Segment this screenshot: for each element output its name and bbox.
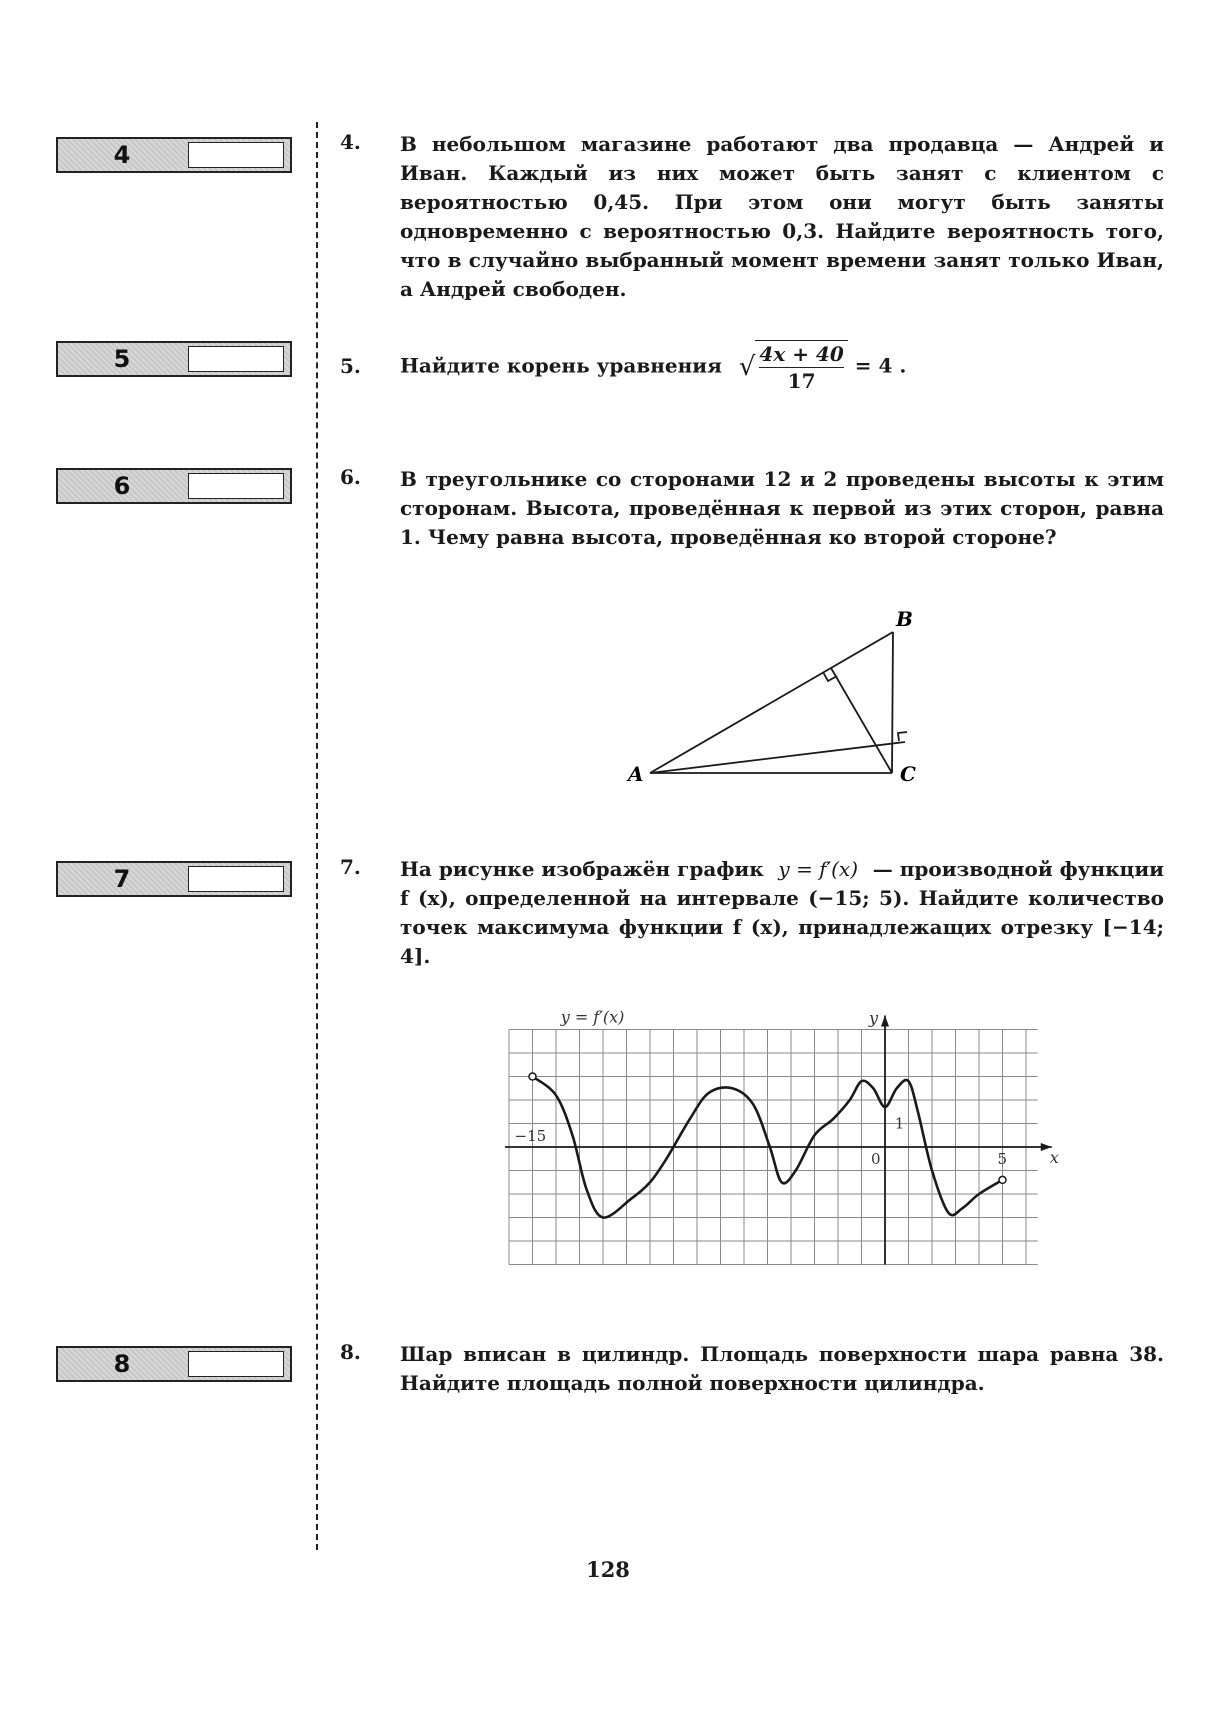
answer-field-6[interactable] [188, 473, 284, 499]
answer-box-6 [56, 468, 292, 504]
y-tick-label-one: 1 [894, 1114, 905, 1133]
answer-box-number: 6 [113, 472, 131, 500]
y-axis-label: y [869, 1008, 879, 1028]
answer-field-7[interactable] [188, 866, 284, 892]
page-number: 128 [586, 1557, 630, 1582]
task-text-8: Шар вписан в цилиндр. Площадь поверхности шара равна 38. Найдите площадь полной поверхности цилиндра. [400, 1342, 1164, 1395]
altitude-from-a-2 [650, 742, 905, 773]
side-ab [650, 632, 893, 773]
answer-field-4[interactable] [188, 142, 284, 168]
task-text-5 [400, 340, 906, 394]
radicand [755, 340, 847, 394]
task-text-7 [400, 855, 1164, 971]
answer-box-8 [56, 1346, 292, 1382]
sqrt-sign: √ [738, 351, 756, 382]
task-text-4: В небольшом магазине работают два продавца — Андрей и Иван. Каждый из них может быть занят с клиентом с вероятностью 0,45. При этом они могут быть заняты одновременно с вероятностью 0,3. Найдите вероятность того, что в случайно выбранный момент времени занят только Иван, а Андрей свободен. [400, 132, 1164, 301]
answer-box-number: 4 [113, 141, 131, 169]
denominator: 17 [787, 369, 816, 393]
answer-field-5[interactable] [188, 346, 284, 372]
answer-box-number: 8 [113, 1350, 131, 1378]
curve-endpoint-left [529, 1073, 536, 1080]
derivative-chart [500, 990, 1060, 1280]
task-7-text-2: — производной функции [872, 857, 1164, 881]
curve-endpoint-right [999, 1176, 1006, 1183]
task-number-7: 7. [340, 855, 361, 879]
task-7-text-1: На рисунке изображён график [400, 857, 764, 881]
fraction [759, 341, 843, 394]
cut-line [316, 122, 318, 1550]
task-number-6: 6. [340, 465, 361, 489]
label-c: C [900, 762, 916, 786]
altitude-from-c [831, 668, 892, 773]
task-5-lead: Найдите корень уравнения [400, 353, 722, 378]
x-tick-label-left: −15 [514, 1127, 547, 1145]
task-7-line-1 [400, 855, 1164, 884]
answer-box-4 [56, 137, 292, 173]
task-number-5: 5. [340, 354, 361, 378]
task-number-8: 8. [340, 1340, 361, 1364]
side-bc [892, 632, 893, 773]
task-number-4: 4. [340, 130, 361, 154]
answer-box-number: 7 [113, 865, 131, 893]
origin-label: 0 [871, 1150, 881, 1168]
x-axis-label: x [1049, 1148, 1059, 1167]
label-b: B [896, 607, 913, 631]
chart-title: y = f′(x) [560, 1007, 625, 1027]
x-tick-label-right: 5 [997, 1150, 1008, 1168]
task-7-text-3: f (x), определенной на интервале (−15; 5). Найдите количество точек максимума функции f (x), принадлежащих отрезку [−14; 4]. [400, 886, 1164, 968]
right-angle-mark-2 [898, 732, 907, 741]
answer-field-8[interactable] [188, 1351, 284, 1377]
y-axis-arrow [881, 1016, 889, 1027]
answer-box-number: 5 [113, 345, 131, 373]
task-7-formula: y = f′(x) [778, 857, 859, 881]
answer-box-7 [56, 861, 292, 897]
task-text-6: В треугольнике со сторонами 12 и 2 проведены высоты к этим сторонам. Высота, проведённая к первой из этих сторон, равна 1. Чему равна высота, проведённая ко второй стороне? [400, 467, 1164, 549]
label-a: A [628, 762, 644, 786]
triangle-figure [610, 590, 950, 790]
answer-box-5 [56, 341, 292, 377]
numerator: 4x + 40 [759, 342, 844, 366]
equation-rhs: = 4 . [854, 353, 907, 378]
